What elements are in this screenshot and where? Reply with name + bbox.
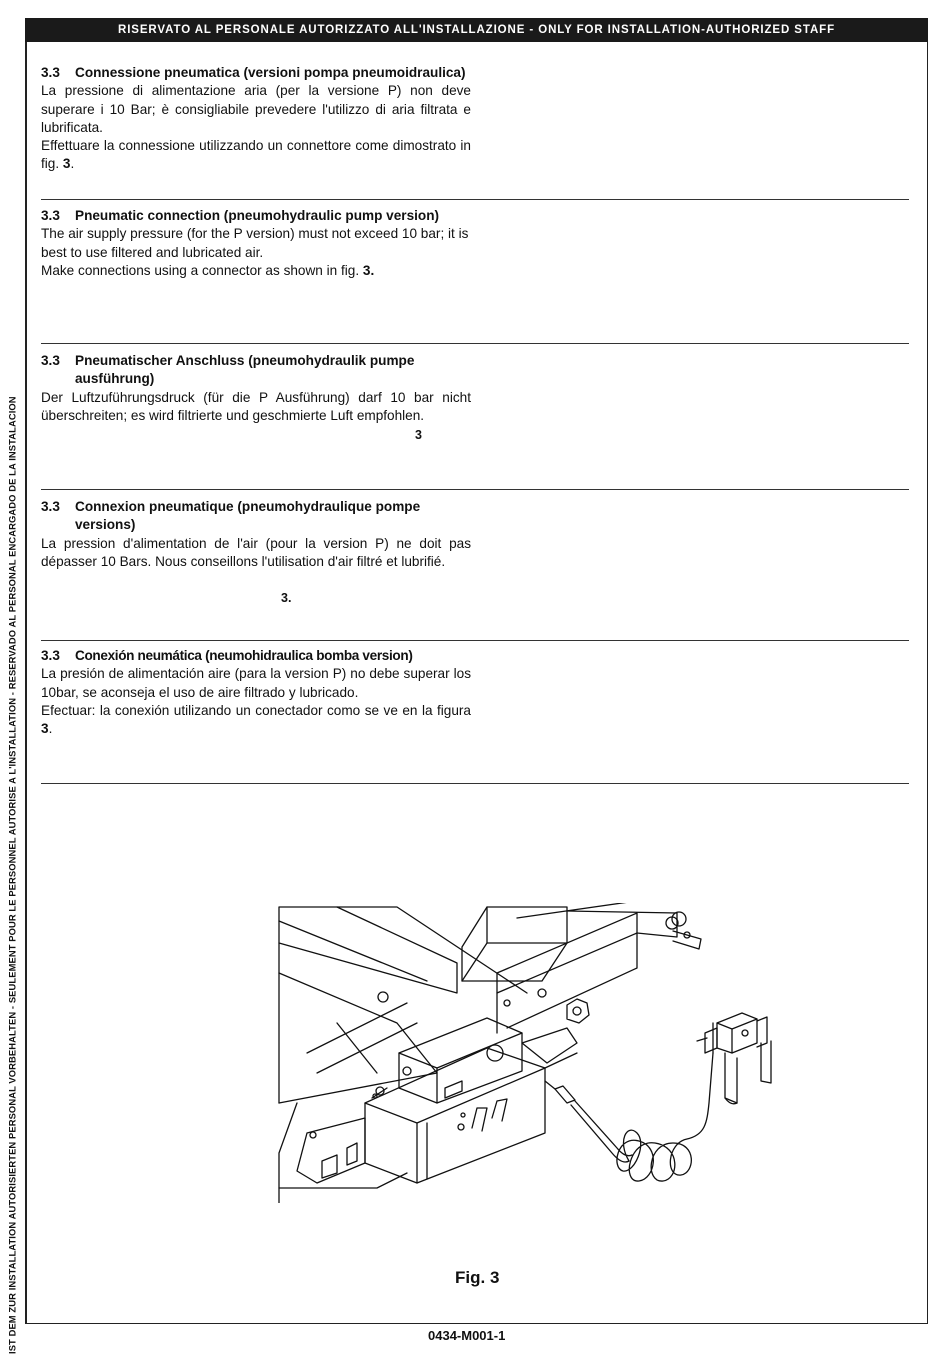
section-number: 3.3 bbox=[41, 499, 60, 514]
section-en-body-2: Make connections using a connector as shown in fig. 3. bbox=[41, 262, 375, 278]
fig-ref: 3 bbox=[415, 428, 422, 442]
sidebar bbox=[0, 42, 25, 1354]
sidebar-vertical-text: IST DEM ZUR INSTALLATION AUTORISIERTEN PERSONAL VORBEHALTEN - SEULEMENT POUR LE PERSONNEL AUTORISE A L'INSTALLATION - RESERVADO AL PERSONAL ENCARGADO DE LA INSTALACION bbox=[6, 396, 18, 1354]
section-de bbox=[41, 352, 471, 425]
section-heading: Connexion pneumatique (pneumohydraulique pompe versions) bbox=[75, 499, 421, 533]
divider bbox=[41, 640, 909, 641]
section-es-body-2: Efectuar: la conexión utilizando un conectador como se ve en la figura 3. bbox=[41, 702, 471, 737]
section-number: 3.3 bbox=[41, 208, 60, 223]
section-es bbox=[41, 647, 471, 738]
section-heading: Pneumatischer Anschluss (pneumohydraulik pumpe ausführung) bbox=[75, 353, 415, 387]
section-it bbox=[41, 64, 471, 174]
section-en-title bbox=[41, 207, 471, 225]
section-heading: Pneumatic connection (pneumohydraulic pump version) bbox=[75, 208, 440, 223]
divider bbox=[41, 489, 909, 490]
fig-ref: 3 bbox=[62, 156, 71, 172]
filter-regulator-drawing bbox=[697, 1013, 771, 1104]
header-banner: RISERVATO AL PERSONALE AUTORIZZATO ALL'INSTALLAZIONE - ONLY FOR INSTALLATION-AUTHORIZED STAFF bbox=[25, 18, 928, 42]
section-fr-body-1: La pression d'alimentation de l'air (pour la version P) ne doit pas dépasser 10 Bars. Nous conseillons l'utilisation d'air filtré et lubrifié. bbox=[41, 535, 471, 569]
section-number: 3.3 bbox=[41, 648, 60, 663]
section-fr-title bbox=[41, 498, 471, 535]
section-heading: Conexión neumática (neumohidraulica bomba version) bbox=[75, 648, 413, 663]
section-number: 3.3 bbox=[41, 353, 60, 368]
section-es-title bbox=[41, 647, 471, 665]
section-heading: Connessione pneumatica (versioni pompa pneumoidraulica) bbox=[75, 65, 466, 80]
pump-unit-drawing bbox=[297, 1018, 577, 1183]
section-es-body-1: La presión de alimentación aire (para la version P) no debe superar los 10bar, se aconseja el uso de aire filtrado y lubricado. bbox=[41, 666, 471, 700]
document-code: 0434-M001-1 bbox=[428, 1328, 506, 1343]
section-fr bbox=[41, 498, 471, 571]
divider bbox=[41, 783, 909, 784]
fig3-illustration bbox=[277, 903, 779, 1203]
air-hose-drawing bbox=[545, 1023, 713, 1181]
fig-ref: 3. bbox=[281, 591, 292, 605]
figure-caption: Fig. 3 bbox=[455, 1268, 500, 1287]
divider bbox=[41, 343, 909, 344]
section-en bbox=[41, 207, 471, 280]
section-de-body-1: Der Luftzuführungsdruck (für die P Ausführung) darf 10 bar nicht überschreiten; es wird filtrierte und geschmierte Luft empfohlen. bbox=[41, 389, 471, 423]
section-number: 3.3 bbox=[41, 65, 60, 80]
section-it-title bbox=[41, 64, 471, 82]
fig-ref: 3. bbox=[362, 262, 375, 278]
divider bbox=[41, 199, 909, 200]
section-it-body-1: La pressione di alimentazione aria (per la versione P) non deve superare i 10 Bar; è consigliabile prevedere l'utilizzo di aria filtrata e lubrificata. bbox=[41, 83, 471, 135]
section-en-body-1: The air supply pressure (for the P version) must not exceed 10 bar; it is best to use filtered and lubricated air. bbox=[41, 226, 469, 260]
fig-ref: 3 bbox=[41, 721, 49, 737]
section-de-title bbox=[41, 352, 471, 389]
section-it-body-2: Effettuare la connessione utilizzando un connettore come dimostrato in fig. 3. bbox=[41, 138, 471, 172]
